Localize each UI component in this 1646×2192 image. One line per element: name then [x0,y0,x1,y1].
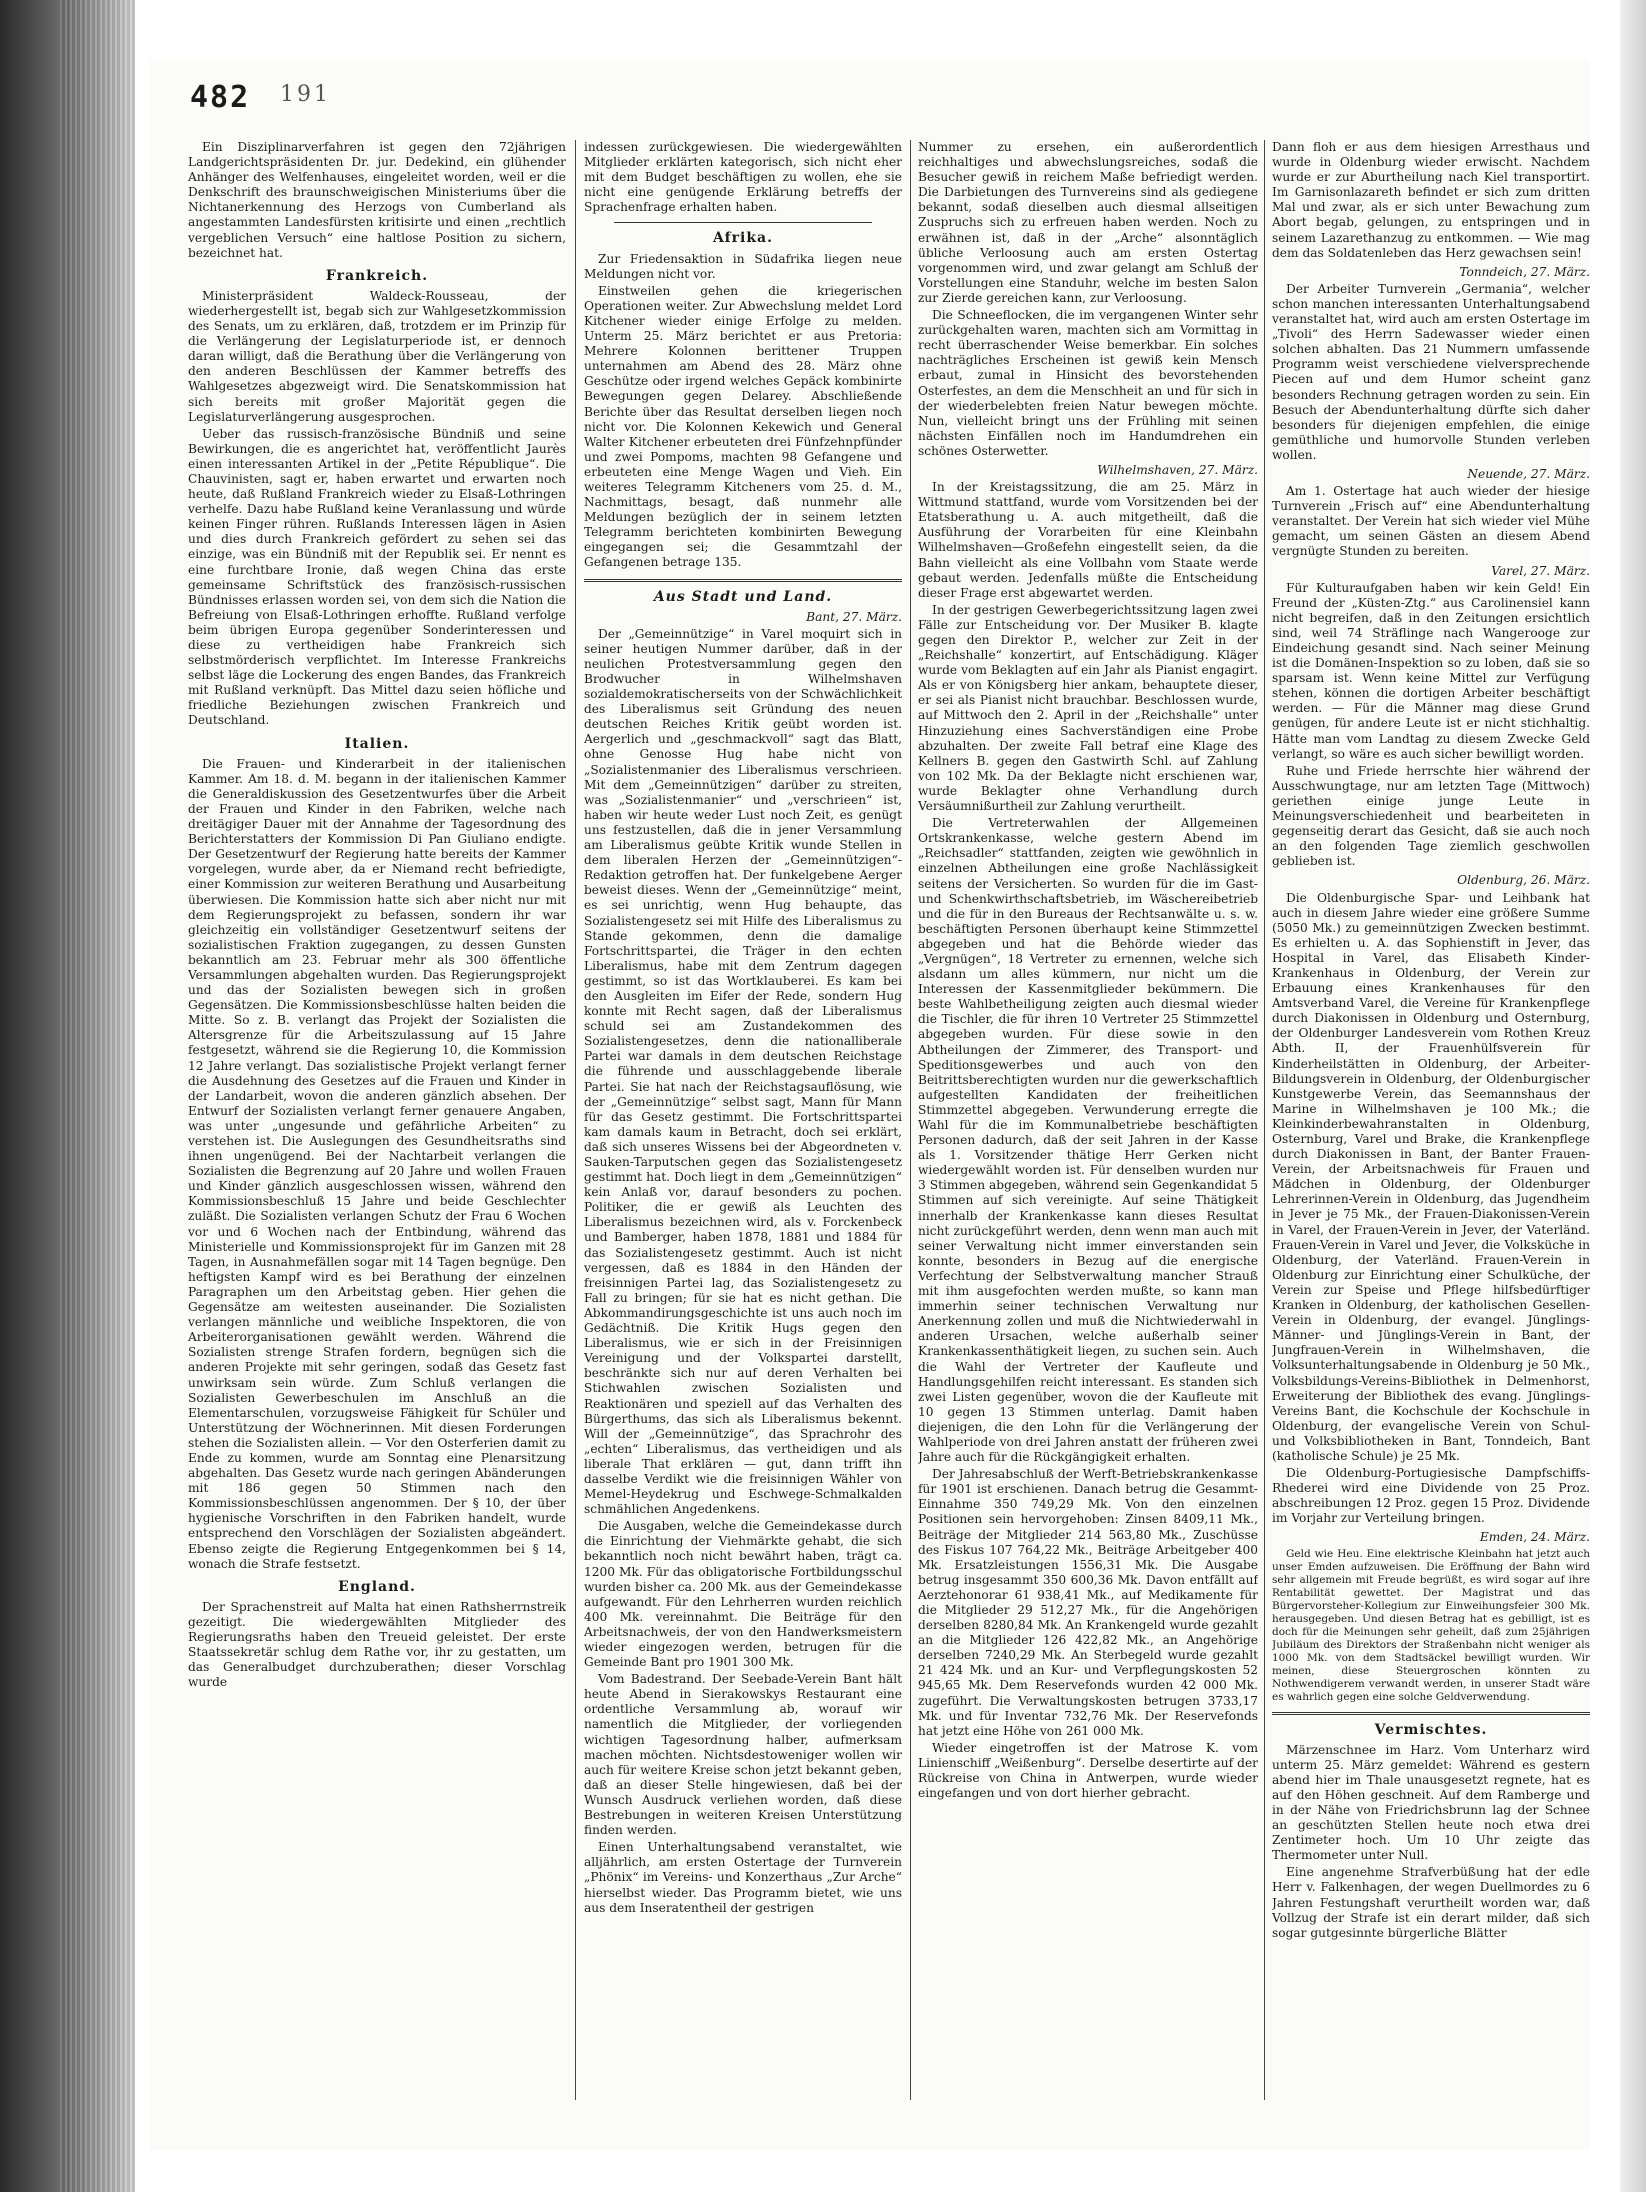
article-frauenarbeit: Die Frauen- und Kinderarbeit in der italienischen Kammer. Am 18. d. M. begann in der italienischen Kammer die Generaldiskussion des Gesetzentwurfes über die Arbeit der Frauen und Kinder in den Fabriken, welche nach dreitägiger Dauer mit der Annahme der Tagesordnung des Berichterstatters der Kommission Di Pan Giuliano endigte. Der Gesetzentwurf der Regierung hatte bereits der Kammer vorgelegen, wurde aber, da er Niemand recht befriedigte, einer Kommission zur weiteren Berathung und Ausarbeitung überwiesen. Die Kommission hatte sich aber nicht nur mit dem Regierungsprojekt zu befassen, sondern ihr war gleichzeitig ein vollständiger Gesetzentwurf seitens der sozialistischen Fraktion zugegangen, zu dessen Gunsten bekanntlich am 23. Februar mehr als 300 öffentliche Versammlungen abgehalten wurden. Das Regierungsprojekt und das der Sozialisten bewegen sich in großen Gegensätzen. Die Kommissionsbeschlüsse halten beiden die Mitte. So z. B. verlangt das Projekt der Sozialisten die Altersgrenze für die Arbeitszulassung auf 15 Jahre festgesetzt, während sie die Regierung 10, die Kommission 12 Jahre verlangt. Das sozialistische Projekt verlangt ferner die Ausdehnung des Gesetzes auf die Frauen und Kinder in der Landarbeit, wovon die anderen gänzlich absehen. Der Entwurf der Sozialisten verlangt ferner genauere Angaben, was unter „ungesunde und gefährliche Arbeiten“ zu verstehen ist. Die Auslegungen des Gesundheitsraths sind ihnen ungenügend. Bei der Nachtarbeit verlangen die Sozialisten die Begrenzung auf 20 Jahre und wollen Frauen und Kinder gänzlich ausgeschlossen wissen, während den Kommissionsbeschluß 15 Jahre und beide Geschlechter zuläßt. Die Sozialisten verlangen Schutz der Frau 6 Wochen vor und 6 Wochen nach der Entbindung, während das Ministerielle und Kommissionsprojekt für im Ganzen mit 28 Tagen, in Ausnahmefällen sogar mit 14 Tagen begnüge. Den heftigsten Kampf wird es bei Berathung der einzelnen Paragraphen um den Arbeitstag geben. Hier gehen die Gegensätze am weitesten auseinander. Die Sozialisten verlangen männliche und weibliche Inspektoren, die von Arbeiterorganisationen gewählt werden. Während die Sozialisten strenge Strafen fordern, begnügen sich die anderen Projekte mit sehr geringen, sodaß das Gesetz fast unwirksam sein würde. Zum Schluß verlangen die Sozialisten Gewerbeschulen im Anschluß an die Elementarschulen, vorzugsweise Fähigkeit für Schüler und Unterstützung der Wöchnerinnen. Mit diesen Forderungen stehen die Sozialisten allein. — Vor den Osterferien damit zu Ende zu kommen, wurde am Sonntag eine Plenarsitzung abgehalten. Das Gesetz wurde nach geringen Abänderungen mit 186 gegen 50 Stimmen nach den Kommissionsbeschlüssen angenommen. Der § 10, der über hygienische Vorschriften in den Fabriken handelt, wurde entsprechend den Vorschlägen der Sozialisten abgeändert. Ebenso zeigte die Regierung Entgegenkommen bei § 14, wonach die Strafe festsetzt. [188,756,566,1571]
dateline-emden: Emden, 24. März. [1479,1530,1590,1545]
scan-right-edge [1620,0,1646,2192]
column-4 [1272,140,1590,2110]
double-divider [1272,1712,1590,1715]
article-ausgaben: Die Ausgaben, welche die Gemeindekasse durch die Einrichtung der Viehmärkte gehabt, die sich bekanntlich noch nicht bewährt haben, trägt ca. 1200 Mk. Für das obligatorische Fortbildungsschul wurden bisher ca. 200 Mk. aus der Gemeindekasse aufgewandt. Für den Lehrherren wurden reichlich 400 Mk. vereinnahmt. Die Beiträge für den Arbeitsnachweis, der von den Handwerksmeistern wieder eingezogen werden, betrugen für die Gemeinde Bant pro 1901 300 Mk. [584,1519,902,1670]
column-rule [575,140,576,2100]
article-maerzenschnee: Märzenschnee im Harz. Vom Unterharz wird unterm 25. März gemeldet: Während es gestern abend hier im Thale unausgesetzt regnete, hat es auf den Höhen geschneit. Auf dem Ramberge und in der Nähe von Friedrichsbrunn lag der Schnee an geschützten Stellen heute noch etwa drei Zentimeter hoch. Um 10 Uhr zeigte das Thermometer unter Null. [1272,1742,1590,1863]
article-frisch-auf: Am 1. Ostertage hat auch wieder der hiesige Turnverein „Frisch auf“ eine Abendunterhaltung veranstaltet. Der Verein hat sich wieder viel Mühe gemacht, um seinen Gästen an diesem Abend vergnügte Stunden zu bereiten. [1272,484,1590,559]
dateline-wilhelmshaven: Wilhelmshaven, 27. März. [1097,462,1258,477]
article-badestrand: Vom Badestrand. Der Seebade-Verein Bant hält heute Abend in Sierakowskys Restaurant eine ordentliche Versammlung ab, worauf wir namentlich die Mitglieder, der vorliegenden wichtigen Tagesordnung halber, aufmerksam machen möchten. Nichtsdestoweniger wollen wir auch für weitere Kreise schon jetzt bekannt geben, daß an dieser Stelle hingewiesen, daß bei der Wunsch Ausdruck verliehen worden, daß diese Bestrebungen in weiteren Kreisen Unterstützung finden werden. [584,1672,902,1838]
article-friedensaktion: Zur Friedensaktion in Südafrika liegen neue Meldungen nicht vor. [584,251,902,281]
column-rule [1264,140,1265,2100]
column-2 [584,140,902,2110]
dateline-neuende: Neuende, 27. März. [1467,466,1590,481]
section-heading-italien: Italien. [344,735,410,752]
section-heading-vermischtes: Vermischtes. [1374,1721,1488,1738]
article-matrose-cont: Dann floh er aus dem hiesigen Arresthaus und wurde in Oldenburg wieder erwischt. Nachdem wurde er zur Aburtheilung nach Kiel transportirt. Im Garnisonlazareth befindet er sich zum dritten Mal und zwar, als er sich unter Bewachung zum Abort begab, gelungen, zu entspringen und in seinem Lazarethanzug zu entkommen. — Wie mag dem das Soldatenleben das Herz gewachsen sein! [1272,140,1590,260]
section-heading-england: England. [338,1578,416,1595]
article-schneeflocken: Die Schneeflocken, die im vergangenen Winter sehr zurückgehalten waren, machten sich am Vormittag in recht überraschender Weise bemerkbar. Ein solches nachträgliches Erscheinen ist gewiß kein Mensch erbaut, zumal in Hinsicht des bevorstehenden Osterfestes, an dem die Menschheit an und für sich in der wiederbelebten freien Natur bewegen möchte. Nun, vielleicht bringt uns der Frühling mit seinen nächsten Einfällen noch im Handumdrehen ein schönes Osterwetter. [918,308,1258,458]
column-rule [910,140,911,2100]
page-header [190,80,1590,130]
dateline-oldenburg: Oldenburg, 26. März. [1457,873,1590,888]
page-number: 482 [190,80,251,115]
page-mark: 191 [280,82,331,107]
dateline-bant: Bant, 27. März. [806,609,902,624]
section-heading-frankreich: Frankreich. [325,267,429,284]
article-unterhaltungsabend-cont: Nummer zu ersehen, ein außerordentlich reichhaltiges und abwechslungsreiches, sodaß die Besucher gewiß in reichem Maße befriedigt werden. Die Darbietungen des Turnvereins sind als gediegene bekannt, sodaß dieselben auch diesmal allseitigen Zuspruchs sich zu erfreuen haben werden. Noch zu erwähnen ist, daß in der „Arche“ alsonntäglich übliche Verloosung auch am ersten Ostertag vorgenommen wird, und zwar gelangt am Schluß der Vorstellungen eine Standuhr, welche im besten Salon zur Zierde gereichen kann, zur Verloosung. [918,140,1258,305]
article-disziplinarverfahren: Ein Disziplinarverfahren ist gegen den 72jährigen Landgerichtspräsidenten Dr. jur. Dedekind, ein glühender Anhänger des Welfenhauses, eingeleitet worden, weil er die Denkschrift des braunschweigischen Ministeriums über die Nichtanerkennung des Herzogs von Cumberland als angestammten Landesfürsten kritisirte und einen „rechtlich vergeblichen Versuch“ eine haltlose Position zu sichern, bezeichnet hat. [188,140,566,260]
page-edge-stack [60,0,135,2192]
article-jahresabschluss: Der Jahresabschluß der Werft-Betriebskrankenkasse für 1901 ist erschienen. Danach betrug die Gesammt-Einnahme 350 749,29 Mk. Von den einzelnen Positionen sein hervorgehoben: Zinsen 8409,11 Mk., Beiträge der Mitglieder 214 563,80 Mk., Zuschüsse des Fiskus 107 764,22 Mk., Beiträge Arbeitgeber 400 Mk. Ersatzleistungen 1556,31 Mk. Die Ausgabe betrug insgesammt 350 600,36 Mk. Davon entfällt auf Aerztehonorar 61 938,41 Mk., auf Medikamente für die Mitglieder 29 512,27 Mk., für die Angehörigen derselben 8280,84 Mk. An Krankengeld wurde gezahlt an die Mitglieder 126 422,82 Mk., an Angehörige derselben 7240,29 Mk. An Sterbegeld wurde gezahlt 21 424 Mk. und an Kur- und Verpflegungskosten 52 945,65 Mk. Dem Reservefonds wurden 42 000 Mk. zugeführt. Die Verwaltungskosten betrugen 3733,17 Mk. und für Inventar 732,76 Mk. Der Reservefonds hat jetzt eine Höhe von 261 000 Mk. [918,1467,1258,1738]
article-malta-cont: indessen zurückgewiesen. Die wiedergewählten Mitglieder erklärten kategorisch, sich nicht eher mit dem Budget beschäftigen zu wollen, ehe sie nicht eine genügende Erklärung betreffs der Sprachenfrage erhalten haben. [584,140,902,215]
article-kreistag: In der Kreistagssitzung, die am 25. März in Wittmund stattfand, wurde vom Vorsitzenden bei der Etatsberathung u. A. auch mitgetheilt, daß die Ausführung der Vorarbeiten für eine Kleinbahn Wilhelmshaven—Großefehn eingestellt seien, da die Bahn vielleicht als eine Vollbahn vom Staate werde gebaut werden. Jedenfalls müßte die Entscheidung dieser Frage erst abgewartet werden. [918,480,1258,600]
article-kulturaufgaben: Für Kulturaufgaben haben wir kein Geld! Ein Freund der „Küsten-Ztg.“ aus Carolinensiel kann nicht begreifen, daß in den Zeitungen ersichtlich sind, weil 74 Sträflinge nach Wangerooge zur Eindeichung gesandt sind. Nach seiner Meinung ist die Domänen-Inspektion so zu loben, daß sie so sparsam ist. Wenn keine Mittel zur Verfügung stehen, können die dortigen Arbeiter beschäftigt werden. — Für die Männer mag diese Grund genügen, für andere Leute ist er nicht stichhaltig. Hätte man vom Landtag zu diesem Zwecke Geld verlangt, so wäre es auch sicher bewilligt worden. [1272,580,1590,761]
article-gemeinnuetzige: Der „Gemeinnützige“ in Varel moquirt sich in seiner heutigen Nummer darüber, daß in der neulichen Protestversammlung gegen den Brodwucher in Wilhelmshaven sozialdemokratischerseits von der Schwächlichkeit des Liberalismus seit Gründung des neuen deutschen Reiches Kritik geübt worden ist. Aergerlich und „geschmackvoll“ sagt das Blatt, ohne Genosse Hug habe nicht von „Sozialistenmanier des Liberalismus verschrieen. Mit dem „Gemeinnützigen“ darüber zu streiten, was „Sozialistenmanier“ und „verschrieen“ ist, haben wir heute weder Lust noch Zeit, es genügt uns festzustellen, daß die in jener Versammlung am Liberalismus geübte Kritik wunde Stellen in dem liberalen Herzen der „Gemeinnützigen“-Redaktion getroffen hat. Der funkelgebene Aerger beweist dieses. Wenn der „Gemeinnützige“ meint, es sei unrichtig, wenn Hug behaupte, das Sozialistengesetz sei mit Hilfe des Liberalismus zu Stande gekommen, denn die damalige Fortschrittspartei, die Träger in den echten Liberalismus, habe mit dem Zentrum dagegen gestimmt, so ist das Wortklauberei. Es kam bei den Ausgleiten im Eifer der Rede, sondern Hug konnte mit Recht sagen, daß der Liberalismus schuld sei am Zustandekommen des Sozialistengesetzes, denn die nationalliberale Partei war damals in dem deutschen Reichstage die führende und ausschlaggebende liberale Partei. Sie hat nach der Reichstagsauflösung, wie der „Gemeinnützige“ selbst sagt, Mann für Mann für das Gesetz gestimmt. Die Fortschrittspartei kam damals kaum in Betracht, doch sei erklärt, daß sich unseres Wissens bei der Abgeordneten v. Sauken-Tarputschen gegen das Sozialistengesetz gestimmt hat. Doch liegt in dem „Gemeinnützigen“ kein Anlaß vor, darauf besonders zu pochen. Politiker, die er gewiß als Leuchten des Liberalismus bezeichnen wird, als v. Forckenbeck und Bamberger, haben 1878, 1881 und 1884 für das Sozialistengesetz gestimmt. Auch ist nicht vergessen, daß es 1884 in den Händen der freisinnigen Partei lag, das Sozialistengesetz zu Fall zu bringen; für sie hat es nicht gethan. Die Abkommandirungsgeschichte ist uns auch noch im Gedächtniß. Die Kritik Hugs gegen den Liberalismus, wie er sich in der Freisinnigen Vereinigung und der Volkspartei darstellt, beschränkte sich nur auf deren Verhalten bei Stichwahlen zwischen Sozialisten und Reaktionären und speziell auf das Verhalten des Bürgerthums, das sich als Liberalismus bekennt. Will der „Gemeinnützige“, das Sprachrohr des „echten“ Liberalismus, das vertheidigen und als liberale That erklären — gut, dann trifft ihn dasselbe Verdikt wie die freisinnigen Wähler von Memel-Heydekrug und Eschwege-Schmalkalden schmählichen Angedenkens. [584,626,902,1517]
article-malta: Der Sprachenstreit auf Malta hat einen Rathsherrnstreik gezeitigt. Die wiedergewählten Mitglieder des Regierungsraths haben den Treueid geleistet. Der erste Staatssekretär schlug dem Rathe vor, ihr zu gestatten, um das Generalbudget durchzuberathen; dieser Vorschlag wurde [188,1599,566,1690]
divider [614,222,872,223]
section-heading-stadt-land: Aus Stadt und Land. [653,588,833,605]
article-dampfschiff: Die Oldenburg-Portugiesische Dampfschiffs-Rhederei wird eine Dividende von 25 Proz. abschreibungen 12 Proz. gegen 15 Proz. Dividende im Vorjahr zur Verteilung bringen. [1272,1466,1590,1526]
article-strafverbuessung: Eine angenehme Strafverbüßung hat der edle Herr v. Falkenhagen, der wegen Duellmordes zu 6 Jahren Festungshaft verurtheilt worden war, daß Vollzug der Strafe ist ein derart milder, daß sich sogar gutgesinnte bürgerliche Blätter [1272,1865,1590,1940]
article-ruhe-friede: Ruhe und Friede herrschte hier während der Ausschwungtage, nur am letzten Tage (Mittwoch) geriethen einige junge Leute in Meinungsverschiedenheit und bearbeiteten in gegenseitig derart das Gesicht, daß sie auch noch an den folgenden Tage ziemlich geschwollen geblieben ist. [1272,763,1590,869]
article-operationen: Einstweilen gehen die kriegerischen Operationen weiter. Zur Abwechslung meldet Lord Kitchener wieder einige Erfolge zu melden. Unterm 25. März berichtet er aus Pretoria: Mehrere Kolonnen berittener Truppen unternahmen am Abend des 28. März ohne Geschütze oder irgend welches Gepäck kombinirte Bewegungen gegen Delarey. Abschließende Berichte über das Resultat derselben liegen noch nicht vor. Die Kolonnen Kekewich und General Walter Kitchener erbeuteten drei Fünfzehnpfünder und zwei Pompoms, machten 98 Gefangene und erbeuteten eine Menge Wagen und Vieh. Ein weiteres Telegramm Kitcheners vom 25. d. M., Nachmittags, besagt, daß nunmehr alle Meldungen bezüglich der in seinem letzten Telegramm berichteten kombinirten Bewegung eingegangen sei; die Gesammtzahl der Gefangenen betrage 135. [584,283,902,570]
article-leihbank: Die Oldenburgische Spar- und Leihbank hat auch in diesem Jahre wieder eine größere Summe (5050 Mk.) zu gemeinnützigen Zwecken bestimmt. Es erhielten u. A. das Sophienstift in Jever, das Hospital in Varel, das Elisabeth Kinder-Krankenhaus in Oldenburg, der Verein zur Erbauung eines Krankenhauses für den Amtsverband Varel, die Vereine für Krankenpflege durch Diakonissen in Oldenburg und Osternburg, der Oldenburger Landesverein vom Rothen Kreuz Abth. II, der Frauenhülfsverein für Kinderheilstätten in Oldenburg, der Arbeiter-Bildungsverein in Oldenburg, der Oldenburgischer Kunstgewerbe Verein, das Seemannshaus der Marine in Wilhelmshaven je 100 Mk.; die Kleinkinderbewahranstalten in Oldenburg, Osternburg, Varel und Brake, die Krankenpflege durch Diakonissen in Bant, der Banter Frauen-Verein, der Arbeitsnachweis für Frauen und Mädchen in Oldenburg, der Oldenburger Lehrerinnen-Verein in Oldenburg, das Jugendheim in Jever je 75 Mk., der Frauen-Diakonissen-Verein in Varel, der Frauen-Verein in Jever, der Vaterländ. Frauen-Verein in Varel und Jever, die Volksküche in Oldenburg, der Vaterländ. Frauen-Verein in Oldenburg zur Einrichtung einer Schulküche, der Verein zur Speise und Pflege hilfsbedürftiger Kranken in Oldenburg, der katholischen Gesellen-Verein in Oldenburg, der evangel. Jünglings-Männer- und Jünglings-Verein in Bant, der Jungfrauen-Verein in Wilhelmshaven, die Volksunterhaltungsabende in Oldenburg je 50 Mk., Volksbildungs-Vereins-Bibliothek in Delmenhorst, Erweiterung der Bibliothek des evang. Jünglings-Vereins Bant, die Kochschule der Kochschule in Oldenburg, der evangelische Verein von Schul- und Volksbibliotheken in Bant, Tonndeich, Bant (katholische Schule) je 25 Mk. [1272,890,1590,1463]
article-krankenkasse: Die Vertreterwahlen der Allgemeinen Ortskrankenkasse, welche gestern Abend im „Reichsadler“ stattfanden, zeigten wie gewöhnlich in einzelnen Abtheilungen eine große Nachlässigkeit seitens der Versicherten. So wurden für die im Gast- und Schenkwirthschaftsbetrieb, im Wäschereibetrieb und die für in den Bureaus der Rechtsanwälte u. s. w. beschäftigten Personen überhaupt keine Stimmzettel abgegeben und hat die Behörde wieder das „Vergnügen“, 18 Vertreter zu ernennen, welche sich alsdann um alles kümmern, nur nicht um die Interessen der Kassenmitglieder bekümmern. Die beste Wahlbetheiligung zeigten auch diesmal wieder die Tischler, die für ihren 10 Vertreter 25 Stimmzettel abgegeben wurden. Für diese sowie in den Abtheilungen der Zimmerer, des Transport- und Speditionsgewerbes und auch von den Beitrittsberechtigten wurden nur die gewerkschaftlich aufgestellten Kandidaten der freiheitlichen Stimmzettel abgegeben. Verwunderung erregte die Wahl für die im Kommunalbetriebe beschäftigten Personen dadurch, daß der seit Jahren in der Kasse als 1. Vorsitzender thätige Herr Gerken nicht wiedergewählt worden ist. Für denselben wurden nur 3 Stimmen abgegeben, während sein Gegenkandidat 5 Stimmen auf sich vereinigte. Auf seine Thätigkeit innerhalb der Krankenkasse kann dieses Resultat nicht zurückgeführt werden, denn wenn man auch mit seiner Verwaltung nicht immer einverstanden sein konnte, besonders in Bezug auf die energische Verfechtung der Selbstverwaltung mancher Strauß mit ihm ausgefochten werden mußte, so kann man immerhin seiner technischen Verwaltung nur Anerkennung zollen und muß die Nichtwiederwahl in anderen Ursachen, welche außerhalb seiner Krankenkassenthätigkeit liegen, zu suchen sein. Auch die Wahl der Vertreter der Kaufleute und Handlungsgehilfen reicht interessant. Es standen sich zwei Listen gegenüber, wovon die der Kaufleute mit 10 gegen 13 Stimmen unterlag. Damit haben diejenigen, die den Lohn für die Verlängerung der Wahlperiode von drei Jahren anstatt der früheren zwei Jahre auch für die Rückgängigkeit erhalten. [918,816,1258,1465]
article-buendniss: Ueber das russisch-französische Bündniß und seine Bewirkungen, die es angerichtet hat, veröffentlicht Jaurès einen interessanten Artikel in der „Petite République“. Die Chauvinisten, sagt er, haben erwartet und erwarten noch heute, daß Rußland Frankreich wieder zu Elsaß-Lothringen verhelfe. Dazu habe Rußland keine Veranlassung und würde keinen Finger rühren. Rußlands Interessen lägen in Asien und dies durch Frankreich gefördert zu sehen sei das einzige, was ein Bündniß mit der Republik sei. Er nennt es eine furchtbare Ironie, daß wegen China das erste gemeinsame Schriftstück des französisch-russischen Bündnisses erlassen worden sei, von dem sich die Nation die Befreiung von Elsaß-Lothringen erhoffte. Rußland verfolge beim übrigen Europa gegenüber Sonderinteressen und diese zu vertheidigen habe Frankreich sich selbstmörderisch verpflichtet. Im Interesse Frankreichs selbst läge die Lockerung des engen Bandes, das Frankreich mit Rußland verknüpft. Das Mittel dazu seien höfliche und friedliche Beziehungen zwischen Frankreich und Deutschland. [188,426,566,728]
double-divider [584,579,902,582]
column-3 [918,140,1258,2110]
dateline-varel: Varel, 27. März. [1491,563,1590,578]
article-matrose: Wieder eingetroffen ist der Matrose K. vom Linienschiff „Weißenburg“. Derselbe desertirte auf der Rückreise von China in Antwerpen, wurde wieder eingefangen und von dort hierher gebracht. [918,1740,1258,1801]
column-1 [188,140,566,2110]
article-gewerbegericht: In der gestrigen Gewerbegerichtssitzung lagen zwei Fälle zur Entscheidung vor. Der Musiker B. klagte gegen den Direktor P., welcher zur Zeit in der „Reichshalle“ konzertirt, auf Entschädigung. Kläger wurde vom Beklagten auf ein Jahr als Pianist engagirt. Als er von Königsberg hier ankam, behauptete dieser, er sei als Pianist nicht brauchbar. Beschlossen wurde, auf Mittwoch den 2. April in der „Reichshalle“ unter Hinzuziehung eines Sachverständigen eine Probe abzuhalten. Der zweite Fall betraf eine Klage des Kellners B. gegen den Gastwirth Schl. auf Zahlung von 102 Mk. Da der Beklagte nicht erschienen war, wurde Beklagter ohne Verhandlung durch Versäumnißurtheil zur Zahlung verurtheilt. [918,602,1258,814]
article-unterhaltungsabend: Einen Unterhaltungsabend veranstaltet, wie alljährlich, am ersten Ostertage der Turnverein „Phönix“ im Vereins- und Konzerthaus „Zur Arche“ hierselbst wieder. Das Programm bietet, wie uns aus dem Inseratentheil der gestrigen [584,1840,902,1915]
section-heading-afrika: Afrika. [713,230,773,247]
article-waldeck-rousseau: Ministerpräsident Waldeck-Rousseau, der wiederhergestellt ist, begab sich zur Wahlgesetzkommission des Senats, um zu erklären, daß, trotzdem er im Prinzip für die Verlängerung der Legislaturperiode ist, er dennoch daran willigt, daß die Berathung über die Verlängerung von den anderen Beschlüssen der Kammer betreffs des Wahlgesetzes abgezweigt wird. Die Senatskommission hat sich bereits mit großer Majorität gegen die Legislaturverlängerung ausgesprochen. [188,288,566,424]
article-germania: Der Arbeiter Turnverein „Germania“, welcher schon manchen interessanten Unterhaltungsabend veranstaltet hat, wird auch am ersten Ostertage im „Tivoli“ des Herrn Sadewasser wieder einen solchen abhalten. Das 21 Nummern umfassende Programm weist verschiedene vielversprechende Piecen auf und dem Humor scheint ganz besonders Rechnung getragen worden zu sein. Ein Besuch der Abendunterhaltung dürfte sich daher besonders für diejenigen empfehlen, die einige gemüthliche und humorvolle Stunden verleben wollen. [1272,281,1590,462]
article-geld-wie-heu: Geld wie Heu. Eine elektrische Kleinbahn hat jetzt auch unser Emden aufzuweisen. Die Eröffnung der Bahn wird sehr allgemein mit Freude begrüßt, es wird sogar auf ihre Rentabilität gewettet. Der Magistrat und das Bürgervorsteher-Kollegium zur Einweihungsfeier 300 Mk. herausgegeben. Und diesen Betrag hat es gebilligt, ist es doch für die Meinungen sehr geheilt, daß zum 25jährigen Jubiläum des Direktors der Straßenbahn nicht weniger als 1000 Mk. von dem Stadtsäckel bewilligt wurden. Wir meinen, diese Steuergroschen könnten zu Nothwendigerem verwandt werden, in unserer Stadt wäre es wahrlich gegen eine solche Geldverwendung. [1272,1547,1590,1703]
dateline-tonndeich: Tonndeich, 27. März. [1459,264,1590,279]
